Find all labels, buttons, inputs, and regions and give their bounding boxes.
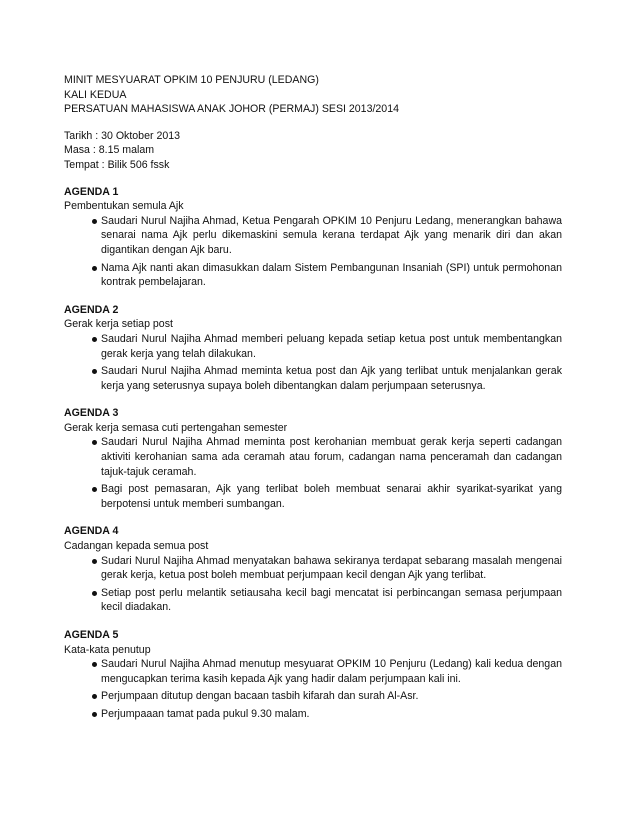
list-item-text: Nama Ajk nanti akan dimasukkan dalam Sistem Pembangunan Insaniah (SPI) untuk permohonan kontrak pembelajaran. [101,261,562,289]
list-item-text: Setiap post perlu melantik setiausaha kecil bagi mencatat isi perbincangan semasa perjumpaan kecil diadakan. [101,586,562,614]
agenda-title: AGENDA 2 [64,303,119,316]
list-item [64,364,562,393]
bullet-icon [92,219,97,224]
list-item [64,332,562,361]
agenda-items [64,554,562,615]
bullet-icon [92,369,97,374]
bullet-icon [92,591,97,596]
bullet-icon [92,712,97,717]
bullet-icon [92,440,97,445]
list-item-text: Perjumpaan ditutup dengan bacaan tasbih kifarah dan surah Al-Asr. [101,690,419,703]
document-header [64,73,562,117]
list-item-text: Saudari Nurul Najiha Ahmad meminta ketua post dan Ajk yang terlibat untuk menjalankan gerak kerja yang seterusnya supaya boleh dibentangkan dalam perjumpaan seterusnya. [101,365,562,392]
agenda-title: AGENDA 3 [64,407,119,420]
list-item [64,482,562,511]
list-item-text: Saudari Nurul Najiha Ahmad meminta post kerohanian membuat gerak kerja seperti cadangan aktiviti kerohanian sama ada ceramah atau forum, cadangan nama penceramah dan cadangan tajuk-tajuk ceramah. [101,436,562,478]
agenda-4 [64,524,562,615]
bullet-icon [92,487,97,492]
list-item-text: Bagi post pemasaran, Ajk yang terlibat boleh membuat senarai akhir syarikat-syarikat yang berpotensi untuk memberi sumbangan. [101,483,562,510]
list-item [64,261,562,290]
list-item-text: Saudari Nurul Najiha Ahmad, Ketua Pengarah OPKIM 10 Penjuru Ledang, menerangkan bahawa senarai nama Ajk perlu dikemaskini semula kerana terdapat Ajk yang menarik diri dan akan digantikan dengan Ajk baru. [101,214,562,256]
agenda-2 [64,303,562,394]
list-item [64,707,562,722]
list-item [64,586,562,615]
agenda-title: AGENDA 5 [64,629,119,641]
meeting-details [64,129,562,173]
list-item [64,435,562,479]
agenda-subtitle: Gerak kerja semasa cuti pertengahan semester [64,421,288,434]
agenda-5 [64,628,562,722]
meeting-date: Tarikh : 30 Oktober 2013 [64,129,181,142]
list-item-text: Saudari Nurul Najiha Ahmad memberi peluang kepada setiap ketua post untuk membentangkan gerak kerja yang telah dilakukan. [101,332,562,360]
bullet-icon [92,337,97,342]
header-title: MINIT MESYUARAT OPKIM 10 PENJURU (LEDANG) [64,74,319,86]
agenda-subtitle: Pembentukan semula Ajk [64,200,184,213]
list-item-text: Saudari Nurul Najiha Ahmad menutup mesyuarat OPKIM 10 Penjuru (Ledang) kali kedua dengan mengucapkan terima kasih kepada Ajk yang hadir dalam perjumpaan kali ini. [101,658,562,685]
list-item [64,214,562,258]
agenda-subtitle: Kata-kata penutup [64,643,151,656]
list-item-text: Sudari Nurul Najiha Ahmad menyatakan bahawa sekiranya terdapat sebarang masalah mengenai gerak kerja, ketua post boleh membuat perjumpaan kecil dengan Ajk yang terlibat. [101,554,562,582]
minutes-document [64,73,562,735]
agenda-title: AGENDA 4 [64,525,119,538]
agenda-1 [64,185,562,290]
agenda-3 [64,406,562,511]
agenda-items [64,657,562,721]
agenda-subtitle: Cadangan kepada semua post [64,540,209,553]
agenda-items [64,214,562,290]
agenda-items [64,332,562,393]
agenda-subtitle: Gerak kerja setiap post [64,318,173,331]
header-subtitle: KALI KEDUA [64,88,127,101]
list-item-text: Perjumpaaan tamat pada pukul 9.30 malam. [101,707,310,720]
list-item [64,689,562,704]
agenda-items [64,435,562,511]
bullet-icon [92,266,97,271]
bullet-icon [92,694,97,699]
agenda-title: AGENDA 1 [64,185,119,198]
bullet-icon [92,662,97,667]
header-organization: PERSATUAN MAHASISWA ANAK JOHOR (PERMAJ) SESI 2013/2014 [64,103,399,116]
meeting-time: Masa : 8.15 malam [64,144,155,157]
list-item [64,657,562,686]
bullet-icon [92,559,97,564]
meeting-venue: Tempat : Bilik 506 fssk [64,158,170,171]
list-item [64,554,562,583]
